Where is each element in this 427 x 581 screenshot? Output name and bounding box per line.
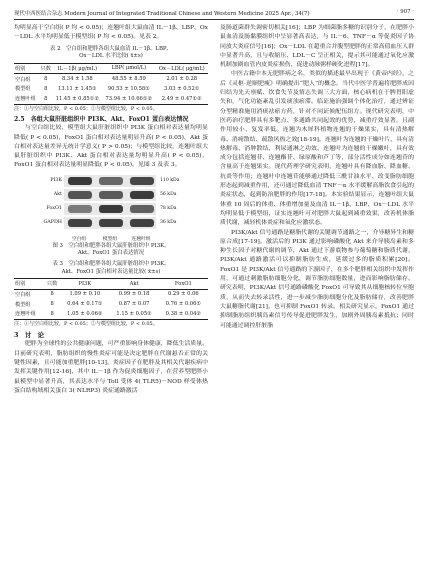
blot-band [99,177,123,185]
blot-label: GAPDH [43,219,62,225]
blot-group-label: 连翘叶组 [131,236,151,242]
journal-citation: 现代中西医结合杂志 Modern Journal of Integrated Traditional Chinese and Western Medicine 2025 Apr., 34(7) [14,11,310,17]
table-cell: 8 [44,76,48,83]
discussion-paragraph: 中医古籍中本无肥胖病之名，类似的描述最早出现于《黄帝内经》，之后《灵枢·逆顺肥瘦》明确提出“肥人”的概念。当代中医学普遍将肥胖成因归结为先天禀赋、饮食失节及情志失调三大方面，核心病机在于脾胃阳虚失和，气化功能紊乱引发痰浊瘀滞。临证施治强调个体化治疗，通过辨证分型精准施用消痰祛瘀方药，针对不同证候配伍组方。现代研究表明，中医药治疗肥胖具有多靶点、多通路共同起效的优势，减重疗效显著，且副作用较小、复发率低。连翘为木犀科植物连翘的干燥果实，具有清热解毒、消痈散结、疏散风热之效[18-19]。连翘叶为连翘的干燥叶片，具有清热解毒、消肿散结、利尿通淋之功效。连翘叶为连翘的干燥嫩叶，具有效成分包括连翘苷、连翘酯苷、绿原酸和芦丁等，部分活性成分如连翘苷的含量高于连翘果实。现代药理学研究表明，连翘叶具有降血脂、降血糖、抗炎等作用；连翘叶中连翘苷能够通过降低三酰甘油水平、改变脂肪细胞形态起到减重作用，还可通过降低血清 TNF－α 水平缓解高脂饮食引起的炎症状态，起到防治肥胖的作用[17-18]。本实验结果显示，连翘叶组大鼠体重 10 周后的体重、体重增加量及血清 IL－1β、LBP、Ox－LDL 水平均明显低于模型组，证实连翘叶可对肥胖大鼠起到减重效果，改善机体脂质代谢，减轻机体炎症和氧化应激状态。 [220,71,414,227]
table-cell: 模型组 [15,86,31,93]
blot-kda: 78 kDa [160,205,177,211]
table-cell: 90.53 ± 10.58① [107,85,150,92]
blot-band [130,205,154,213]
table-cell: 1.05 ± 0.06② [67,310,103,317]
discussion-paragraph: 及肠道菌群失调密切相关[16]；LBP 为细菌脂多糖的识别分子，在肥胖小鼠血清及肠黏膜组织中呈显著高表达，与 IL－6、TNF－α 等促炎因子协同放大炎症信号[16]；Ox－LDL 在超重合并腹型肥胖的正常高值血压人群中显著升高，且与收缩压、LDL－C 呈正相关，提示其可能通过氧化应激机制加剧血管内皮炎症损伤，促进动脉粥样硬化进程[17]。 [220,25,414,69]
table2-header: 只数 [39,63,53,73]
blot-band [130,219,154,227]
running-header [14,8,414,20]
table-cell: 2.01 ± 0.28 [166,76,198,83]
table-cell: 13.11 ± 1.45① [57,85,97,92]
table2-header: 组别 [14,63,39,73]
blot-band [99,205,123,213]
table3-header-row [14,279,208,289]
left-column [14,24,208,396]
blot-kda: 36 kDa [160,219,177,225]
discussion-paragraph: PI3K/Akt 信号通路是糖脂代谢的关键调节通路之一，介导糖异生和糖原合成[17-19]。激活后的 PI3K 通过影响磷酸化 Akt 来介导胰岛素和多种生长因子对糖代谢的调节，Akt 通过下游底物参与葡萄糖和脂质代谢，PI3K/Akt 通路激活可以抑制脂肪生成，延缓过多的脂质积累[20]。FoxO1 是 PI3K/Akt 信号通路的下游因子，在多个肥胖相关组织中发挥作用，可通过刺激脂肪细胞分化，调节脂肪细胞数量，进而影响脂肪储存。研究表明，PI3K/Akt 信号通路磷酸化 FoxO1 可导致其从细胞核转位至胞质，从而失去转录活性，进一步减少脂肪细胞分化及脂肪储存，改善肥胖大鼠糖脂代谢[21]，也可抑制 FoxO1 转录。相关研究显示，FoxO1 通过抑制脂肪组织胰岛素信号传导促进肥胖发生，加剧外周胰岛素抵抗；同时可能通过调控肝脏脂 [220,229,414,329]
blot-label: Akt [53,191,62,197]
table-cell: 1.09 ± 0.10 [69,291,101,298]
right-column [220,24,414,331]
table-cell: 48.55 ± 8.59 [111,76,146,83]
table-cell: 2.49 ± 0.47①② [161,95,202,102]
table2-header-row [14,63,208,73]
western-blot-figure [36,175,186,241]
blot-band [99,191,123,199]
table-cell: 3.03 ± 0.52① [164,85,200,92]
blot-lane-row [64,203,156,215]
table-cell: 8 [50,310,54,317]
table-cell: 0.87 ± 0.07 [118,301,150,308]
table-cell: 0.64 ± 0.17① [67,301,103,308]
blot-band [68,191,92,199]
section-3-heading: 3 讨 论 [14,331,45,340]
table-row [14,74,208,84]
table-cell: 空白组 [15,76,31,83]
table2-header: Ox－LDL( μg/mL) [155,63,208,73]
blot-band [68,177,92,185]
table-cell: 0.29 ± 0.06 [167,291,199,298]
table2 [14,63,208,105]
table2-note: 注：①与空白组比较，P < 0.05；②与模型组比较，P < 0.05。 [14,106,158,112]
blot-label: FoxO1 [46,205,62,211]
section-2-5-heading: 2.5 各组大鼠肝脏组织中 PI3K、Akt、FoxO1 蛋白表达情况 [14,116,189,123]
discussion-paragraph: 肥胖为全球性的公共健康问题，可严重影响身体健康，降低生活质量。目前研究表明，脂肪组织的慢性炎症可能是决定肥胖在代谢悬否正常的关键性因素，且可能加重肥胖[10-13]。炎症因子在肥胖及其相关代谢疾病中发挥关键作用[12-16]，其中 IL－1β 作为促炎细胞因子，在营养型肥胖小鼠模型中显著升高，其表达水平与 Toll 受体 4( TLR5)－NOD 样受体热蛋白结构域相关蛋白 3( NLRP3) 炎症通路激活 [14,341,208,394]
table2-caption: 表 2 空白组和肥胖各组大鼠血清 IL－1β、LBP、 Ox－LDL 水平比较( x̄±s) [50,45,172,60]
blot-band [130,177,154,185]
table3-header: FoxO1 [159,279,208,289]
table-cell: 8 [44,95,48,102]
table-row [14,289,208,299]
blot-band [99,219,123,227]
blot-kda: 56 kDa [160,191,177,197]
table3-header: Akt [109,279,158,289]
table-cell: 8 [44,85,48,92]
table2-header: IL－1β( μg/mL) [53,63,103,73]
table-row [14,94,208,104]
table-cell: 1.15 ± 0.05② [116,310,152,317]
table-row [14,309,208,319]
table-cell: 8 [50,291,54,298]
section-2-5-paragraph: 与空白组比较，模型组大鼠肝脏组织中 PI3K 蛋白相对表达量均明显降低( P < 0.05)，FoxO1 蛋白相对表达量明显升高( P < 0.05)，Akt 蛋白相对表达量差异无统计学意义( P > 0.05)；与模型组比较，连翘叶组大鼠肝脏组织中 PI3K、Akt 蛋白相对表达量均明显升高( P < 0.05)，FoxO1 蛋白相对表达量明显降低( P < 0.05)。见图 3 及表 3。 [14,125,208,169]
table-cell: 8.34 ± 1.58 [61,76,93,83]
blot-band [68,219,92,227]
table3-caption: 表 3 空白组和肥胖各组大鼠肝脏组织中 PI3K、 Akt、FoxO1 蛋白相对表达量比较( x̄±s) [52,260,170,275]
table3-header: 只数 [44,279,60,289]
blot-lane-row [64,175,156,187]
figure3-caption: 图 3 空白组和肥胖各组大鼠肝脏组织中 PI3K、 Akt、FoxO1 蛋白表达情况 [52,242,170,257]
table-row [14,84,208,94]
blot-group-label: 模型组 [102,236,118,242]
table-cell: 连翘叶组 [15,311,36,318]
table-cell: 8 [50,301,54,308]
table-cell: 模型组 [15,301,31,308]
page-number: · 907 · [396,9,414,15]
table-cell: 0.99 ± 0.18 [118,291,150,298]
blot-band [68,205,92,213]
table-row [14,299,208,309]
table3-note: 注：①与空白组比较，P < 0.05；②与模型组比较，P < 0.05。 [14,321,158,328]
table3-header: 组别 [14,279,44,289]
table2-header: LBP( μmol/L) [102,63,155,73]
table-cell: 11.45 ± 0.85①② [55,95,100,102]
table-cell: 73.94 ± 10.66①② [105,95,153,102]
table-cell: 0.38 ± 0.04② [165,310,202,317]
table-cell: 0.76 ± 0.06① [165,301,202,308]
table3-header: PI3K [60,279,109,289]
table-cell: 空白组 [15,291,31,298]
table3 [14,278,208,320]
blot-band [130,191,154,199]
blot-label: PI3K [50,177,62,183]
blot-lane-row [64,189,156,201]
table-cell: 连翘叶组 [15,96,36,103]
blot-kda: 110 kDa [160,177,180,183]
blot-lane-row [64,217,156,229]
blot-group-label: 空白组 [71,236,87,242]
intro-paragraph: 均明显高于空白组( P 均 < 0.05)；连翘叶组大鼠血清 IL－1β、LBP、Ox－LDL 水平均明显低于模型组( P 均 < 0.05)。见表 2。 [14,25,208,41]
